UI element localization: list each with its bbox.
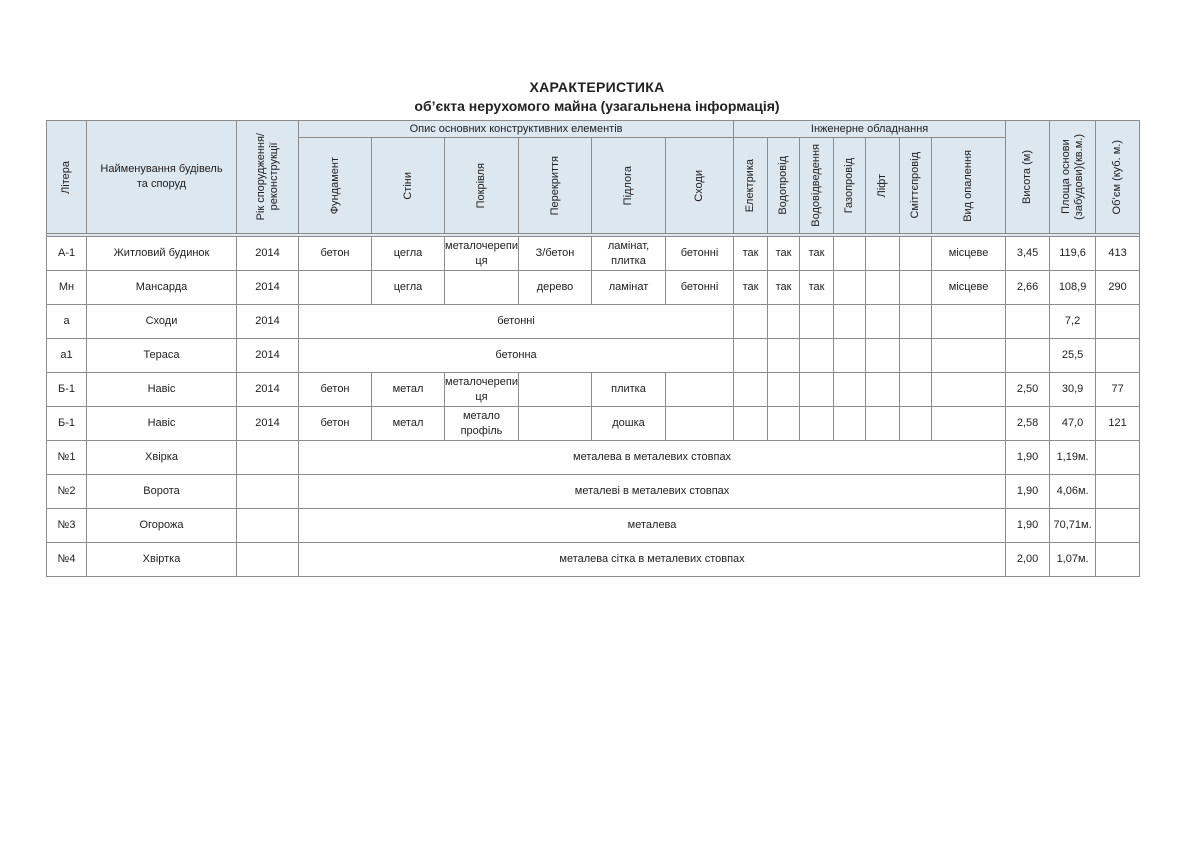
cell-electric [734,339,768,373]
document-subtitle: об’єкта нерухомого майна (узагальнена інформація) [414,98,780,114]
cell-garbage [900,339,932,373]
cell-volume: 77 [1096,373,1140,407]
cell-area: 4,06м. [1050,475,1096,509]
header-ceiling: Перекриття [519,138,592,234]
cell-garbage [900,271,932,305]
cell-litera: а1 [47,339,87,373]
header-year: Рік спорудження/ реконструкції [237,121,299,234]
cell-water: так [768,271,800,305]
cell-year: 2014 [237,305,299,339]
cell-gas [834,407,866,441]
cell-year: 2014 [237,237,299,271]
cell-roof: метало профіль [445,407,519,441]
cell-year: 2014 [237,407,299,441]
cell-volume [1096,441,1140,475]
cell-walls: метал [372,407,445,441]
header-stairs: Сходи [666,138,734,234]
table-row [47,441,1140,475]
cell-name: Навіс [87,407,237,441]
table-row [47,475,1140,509]
cell-litera: Мн [47,271,87,305]
cell-ceiling [519,407,592,441]
cell-volume [1096,543,1140,577]
cell-water [768,373,800,407]
cell-gas [834,373,866,407]
header-walls: Стіни [372,138,445,234]
cell-gas [834,237,866,271]
cell-litera: Б-1 [47,373,87,407]
cell-roof: металочерепиця [445,237,519,271]
table-row [47,509,1140,543]
cell-height [1006,305,1050,339]
cell-area: 119,6 [1050,237,1096,271]
cell-year: 2014 [237,271,299,305]
cell-lift [866,237,900,271]
table-row [47,543,1140,577]
cell-heating: місцеве [932,271,1006,305]
cell-volume: 290 [1096,271,1140,305]
cell-gas [834,305,866,339]
cell-description-merged: металева в металевих стовпах [299,441,1006,475]
cell-floor: плитка [592,373,666,407]
cell-name: Ворота [87,475,237,509]
header-lift: Ліфт [866,138,900,234]
cell-area: 108,9 [1050,271,1096,305]
cell-sewer [800,305,834,339]
header-gas: Газопровід [834,138,866,234]
cell-litera: Б-1 [47,407,87,441]
cell-floor: дошка [592,407,666,441]
cell-ceiling: З/бетон [519,237,592,271]
document-title: ХАРАКТЕРИСТИКА [529,79,665,95]
cell-name: Житловий будинок [87,237,237,271]
cell-stairs [666,407,734,441]
cell-electric: так [734,237,768,271]
cell-litera: А-1 [47,237,87,271]
cell-volume [1096,475,1140,509]
cell-garbage [900,407,932,441]
header-sewer: Водовідведення [800,138,834,234]
header-group-construct: Опис основних конструктивних елементів [299,121,734,138]
cell-volume [1096,509,1140,543]
cell-height: 2,00 [1006,543,1050,577]
header-height: Висота (м) [1006,121,1050,234]
cell-walls: цегла [372,271,445,305]
cell-year [237,509,299,543]
cell-stairs [666,373,734,407]
cell-stairs: бетонні [666,271,734,305]
cell-name: Хвірка [87,441,237,475]
cell-heating [932,407,1006,441]
cell-year [237,475,299,509]
cell-year: 2014 [237,373,299,407]
cell-gas [834,339,866,373]
characteristics-table [46,120,1140,577]
cell-lift [866,373,900,407]
table-row [47,305,1140,339]
cell-walls: цегла [372,237,445,271]
cell-name: Сходи [87,305,237,339]
cell-sewer: так [800,271,834,305]
cell-garbage [900,237,932,271]
header-name: Найменування будівель та споруд [87,121,237,234]
cell-area: 47,0 [1050,407,1096,441]
cell-heating [932,339,1006,373]
cell-walls: метал [372,373,445,407]
cell-litera: №2 [47,475,87,509]
cell-sewer [800,407,834,441]
cell-litera: №4 [47,543,87,577]
cell-height [1006,339,1050,373]
cell-name: Тераса [87,339,237,373]
cell-water: так [768,237,800,271]
header-heating: Вид опалення [932,138,1006,234]
cell-litera: №1 [47,441,87,475]
cell-foundation [299,271,372,305]
cell-gas [834,271,866,305]
header-volume: Об’єм (куб. м.) [1096,121,1140,234]
cell-name: Хвіртка [87,543,237,577]
cell-floor: ламінат [592,271,666,305]
cell-volume [1096,339,1140,373]
header-group-engineering: Інженерне обладнання [734,121,1006,138]
cell-ceiling [519,373,592,407]
cell-heating [932,373,1006,407]
cell-roof [445,271,519,305]
cell-lift [866,305,900,339]
cell-name: Огорожа [87,509,237,543]
cell-height: 1,90 [1006,509,1050,543]
header-roof: Покрівля [445,138,519,234]
cell-water [768,339,800,373]
cell-name: Мансарда [87,271,237,305]
cell-name: Навіс [87,373,237,407]
cell-description-merged: металева сітка в металевих стовпах [299,543,1006,577]
cell-foundation: бетон [299,373,372,407]
cell-volume [1096,305,1140,339]
table-row [47,237,1140,271]
table-row [47,271,1140,305]
cell-volume: 121 [1096,407,1140,441]
header-electric: Електрика [734,138,768,234]
cell-height: 2,58 [1006,407,1050,441]
cell-construct-merged: бетонна [299,339,734,373]
cell-garbage [900,373,932,407]
cell-stairs: бетонні [666,237,734,271]
cell-year [237,441,299,475]
header-foundation: Фундамент [299,138,372,234]
cell-height: 3,45 [1006,237,1050,271]
cell-sewer [800,339,834,373]
cell-area: 1,07м. [1050,543,1096,577]
cell-sewer: так [800,237,834,271]
cell-construct-merged: бетонні [299,305,734,339]
cell-roof: металочерепиця [445,373,519,407]
cell-garbage [900,305,932,339]
cell-electric [734,305,768,339]
cell-height: 2,50 [1006,373,1050,407]
cell-year [237,543,299,577]
header-litera: Літера [47,121,87,234]
cell-heating [932,305,1006,339]
cell-foundation: бетон [299,407,372,441]
cell-floor: ламінат, плитка [592,237,666,271]
cell-electric: так [734,271,768,305]
cell-lift [866,407,900,441]
cell-year: 2014 [237,339,299,373]
cell-description-merged: металеві в металевих стовпах [299,475,1006,509]
cell-water [768,407,800,441]
header-water: Водопровід [768,138,800,234]
cell-area: 7,2 [1050,305,1096,339]
cell-height: 1,90 [1006,475,1050,509]
table-row [47,407,1140,441]
cell-height: 2,66 [1006,271,1050,305]
cell-litera: №3 [47,509,87,543]
cell-area: 1,19м. [1050,441,1096,475]
cell-ceiling: дерево [519,271,592,305]
cell-area: 70,71м. [1050,509,1096,543]
header-garbage: Сміттєпровід [900,138,932,234]
table-row [47,373,1140,407]
cell-volume: 413 [1096,237,1140,271]
cell-sewer [800,373,834,407]
cell-description-merged: металева [299,509,1006,543]
cell-height: 1,90 [1006,441,1050,475]
cell-water [768,305,800,339]
cell-heating: місцеве [932,237,1006,271]
document-heading [0,78,1194,115]
header-area: Площа основи (забудови)(кв.м.) [1050,121,1096,234]
cell-electric [734,373,768,407]
cell-area: 30,9 [1050,373,1096,407]
cell-litera: а [47,305,87,339]
cell-lift [866,271,900,305]
cell-area: 25,5 [1050,339,1096,373]
table-row [47,339,1140,373]
header-floor: Підлога [592,138,666,234]
cell-lift [866,339,900,373]
cell-electric [734,407,768,441]
cell-foundation: бетон [299,237,372,271]
